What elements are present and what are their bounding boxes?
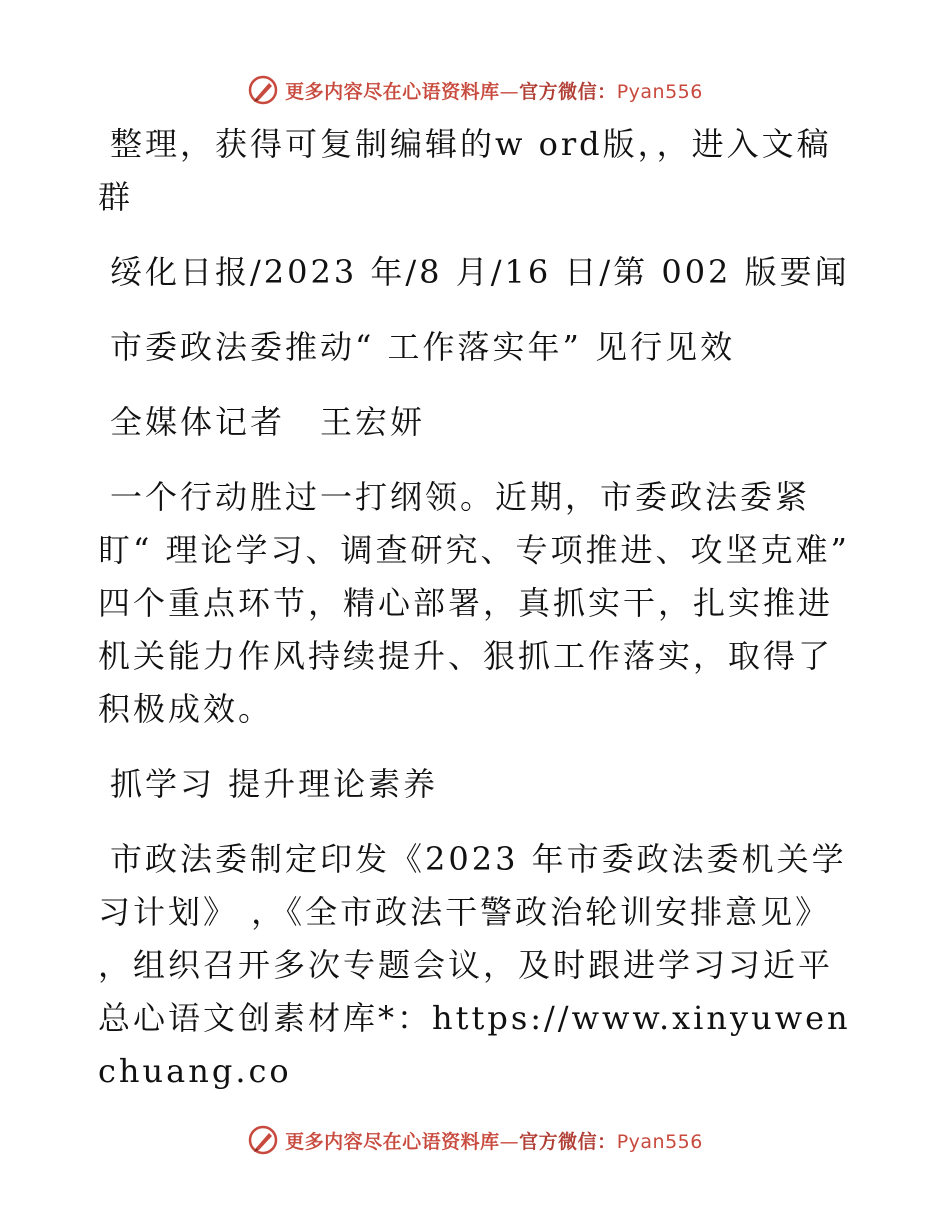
header-banner-wechat-id: Pyan556	[616, 80, 703, 103]
footer-banner-wechat-label: 官方微信：	[519, 1130, 617, 1153]
paragraph-intro-note: 整理，获得可复制编辑的w ord版，，进入文稿群	[98, 125, 832, 216]
header-banner-slogan: 更多内容尽在心语资料库	[285, 80, 500, 103]
footer-banner-text	[285, 1127, 703, 1154]
article-byline: 全媒体记者 王宏妍	[110, 403, 426, 441]
header-banner-text	[285, 77, 703, 104]
header-banner-wechat-label: 官方微信：	[519, 80, 617, 103]
paragraph-study-plan: 市政法委制定印发《2023 年市委政法委机关学习计划》 ，《全市政法干警政治轮训安排意见》 ，组织召开多次专题会议，及时跟进学习习近平总心语文创素材库*：https://www.xinyuwenchuang.co	[98, 840, 851, 1090]
paragraph-lead: 一个行动胜过一打纲领。近期，市委政法委紧盯“ 理论学习、调查研究、专项推进、攻坚克难” 四个重点环节，精心部署，真抓实干，扎实推进机关能力作风持续提升、狠抓工作落实，取得了积极成效。	[98, 478, 850, 728]
footer-banner	[0, 1120, 950, 1160]
section-heading: 抓学习 提升理论素养	[110, 765, 439, 803]
footer-banner-slogan: 更多内容尽在心语资料库	[285, 1130, 500, 1153]
footer-banner-dash: —	[499, 1130, 520, 1153]
footer-banner-wechat-id: Pyan556	[616, 1130, 703, 1153]
pen-logo-icon	[247, 1124, 279, 1156]
paragraph-source-line: 绥化日报/2023 年/8 月/16 日/第 002 版要闻	[110, 253, 850, 291]
header-banner-dash: —	[499, 80, 520, 103]
document-body	[98, 118, 858, 1120]
article-headline: 市委政法委推动“ 工作落实年” 见行见效	[110, 328, 736, 366]
header-banner	[0, 70, 950, 110]
pen-logo-icon	[247, 74, 279, 106]
